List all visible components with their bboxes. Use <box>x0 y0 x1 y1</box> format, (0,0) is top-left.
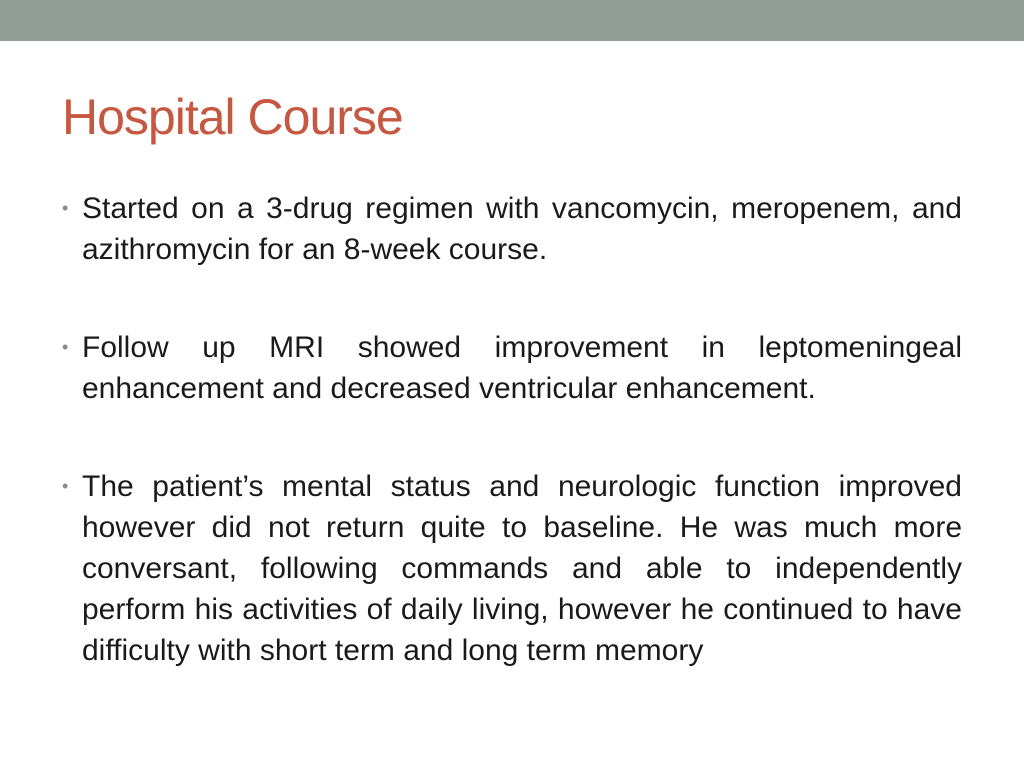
bullet-icon: • <box>62 476 69 496</box>
list-item <box>62 327 962 409</box>
slide-title: Hospital Course <box>62 89 403 145</box>
bullet-text: Follow up MRI showed improvement in leptomeningeal enhancement and decreased ventricular enhancement. <box>82 331 962 405</box>
top-accent-bar <box>0 0 1024 41</box>
bullet-icon: • <box>62 337 69 357</box>
bullet-text: Started on a 3-drug regimen with vancomycin, meropenem, and azithromycin for an 8-week course. <box>82 192 962 266</box>
list-item <box>62 466 962 671</box>
list-item <box>62 188 962 270</box>
bullet-text: The patient’s mental status and neurologic function improved however did not return quite to baseline. He was much more conversant, following commands and able to independently perform his activities of daily living, however he continued to have difficulty with short term and long term memory <box>82 470 962 667</box>
bullet-icon: • <box>62 198 69 218</box>
bullet-list <box>62 188 962 671</box>
